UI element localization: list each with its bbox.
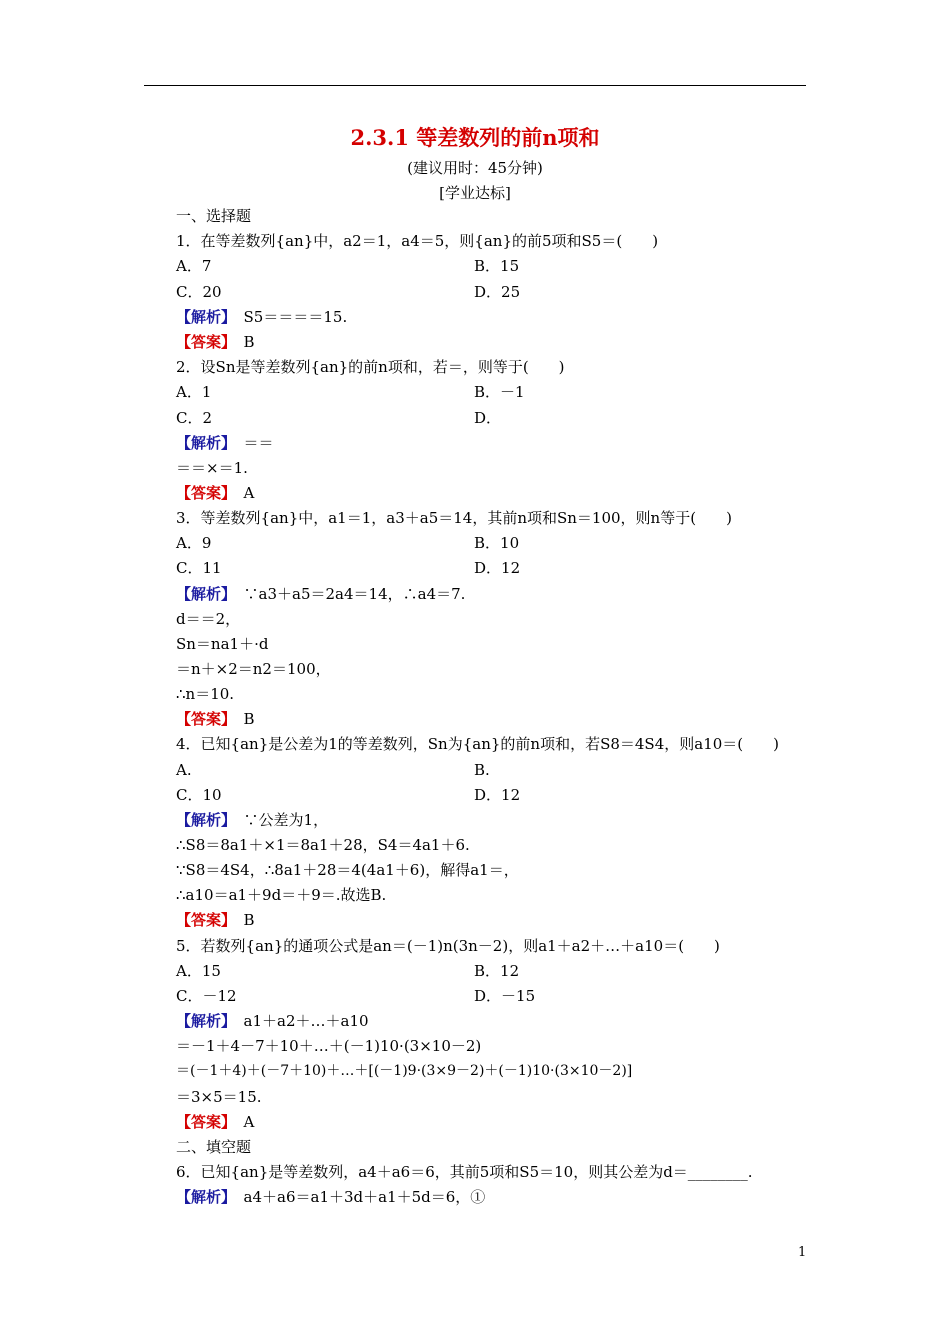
q2-analysis-line: ＝＝×＝1. — [176, 459, 248, 477]
section-label: [学业达标] — [439, 184, 511, 202]
q1-answer — [176, 332, 255, 352]
answer-text: B — [243, 710, 255, 728]
answer-tag: 【答案】 — [176, 911, 229, 929]
q2-answer — [176, 483, 254, 503]
analysis-text: ∵a3＋a5＝2a4＝14，∴a4＝7. — [243, 585, 466, 603]
q1-option-a: A．7 — [176, 257, 212, 275]
q4-option-c: C．10 — [176, 786, 222, 804]
q2-option-b: B．－1 — [474, 383, 525, 401]
q4-analysis — [176, 810, 328, 830]
analysis-text: S5＝＝＝＝15. — [243, 308, 348, 326]
q5-analysis-line: ＝(－1＋4)＋(－7＋10)＋…＋[(－1)9·(3×9－2)＋(－1)10·(3×10－2)] — [176, 1063, 633, 1079]
q1-option-c: C．20 — [176, 283, 222, 301]
part-heading: 一、选择题 — [176, 207, 252, 225]
q3-analysis-line: ∴n＝10. — [176, 685, 235, 703]
analysis-tag: 【解析】 — [176, 308, 229, 326]
q3-analysis-line: ＝n＋×2＝n2＝100， — [176, 660, 331, 678]
q1-option-d: D．25 — [474, 283, 521, 301]
q3-option-d: D．12 — [474, 559, 521, 577]
analysis-tag: 【解析】 — [176, 811, 229, 829]
q4-option-b: B. — [474, 761, 490, 779]
q1-option-b: B．15 — [474, 257, 520, 275]
q3-option-b: B．10 — [474, 534, 520, 552]
question-4-stem: 4．已知{an}是公差为1的等差数列，Sn为{an}的前n项和，若S8＝4S4，则a10＝( ) — [176, 735, 779, 753]
q4-analysis-line: ∴a10＝a1＋9d＝＋9＝.故选B. — [176, 886, 387, 904]
q5-option-c: C．－12 — [176, 987, 237, 1005]
analysis-tag: 【解析】 — [176, 434, 229, 452]
header-rule — [144, 85, 806, 86]
page-title: 2.3.1 等差数列的前n项和 — [350, 125, 600, 150]
analysis-text: ∵公差为1， — [243, 811, 329, 829]
analysis-text: ＝＝ — [243, 434, 274, 452]
answer-tag: 【答案】 — [176, 1113, 229, 1131]
q4-answer — [176, 910, 255, 930]
analysis-tag: 【解析】 — [176, 1012, 229, 1030]
q2-analysis — [176, 433, 274, 453]
answer-text: A — [243, 484, 255, 502]
analysis-tag: 【解析】 — [176, 585, 229, 603]
answer-tag: 【答案】 — [176, 710, 229, 728]
advice-time: (建议用时：45分钟) — [407, 159, 543, 177]
part-heading: 二、填空题 — [176, 1138, 252, 1156]
q4-analysis-line: ∴S8＝8a1＋×1＝8a1＋28，S4＝4a1＋6. — [176, 836, 470, 854]
question-3-stem: 3．等差数列{an}中，a1＝1，a3＋a5＝14，其前n项和Sn＝100，则n等于( ) — [176, 509, 732, 527]
q4-analysis-line: ∵S8＝4S4，∴8a1＋28＝4(4a1＋6)，解得a1＝， — [176, 861, 519, 879]
answer-tag: 【答案】 — [176, 333, 229, 351]
q5-option-d: D．－15 — [474, 987, 536, 1005]
q4-option-a: A. — [176, 761, 192, 779]
q2-option-d: D． — [474, 409, 502, 427]
q5-answer — [176, 1112, 254, 1132]
question-5-stem: 5．若数列{an}的通项公式是an＝(－1)n(3n－2)，则a1＋a2＋…＋a10＝( ) — [176, 937, 720, 955]
q3-analysis-line: Sn＝na1＋·d — [176, 635, 269, 653]
analysis-text: a4＋a6＝a1＋3d＋a1＋5d＝6，① — [243, 1188, 486, 1206]
q2-option-c: C．2 — [176, 409, 213, 427]
page-number: 1 — [798, 1245, 807, 1260]
q5-analysis-line: ＝3×5＝15. — [176, 1088, 262, 1106]
question-2-stem: 2．设Sn是等差数列{an}的前n项和，若＝，则等于( ) — [176, 358, 565, 376]
q5-option-b: B．12 — [474, 962, 520, 980]
q2-option-a: A．1 — [176, 383, 212, 401]
q3-analysis-line: d＝＝2， — [176, 610, 241, 628]
q5-analysis-line: ＝－1＋4－7＋10＋…＋(－1)10·(3×10－2) — [176, 1037, 482, 1055]
question-1-stem: 1．在等差数列{an}中，a2＝1，a4＝5，则{an}的前5项和S5＝( ) — [176, 232, 659, 250]
question-6-stem: 6．已知{an}是等差数列，a4＋a6＝6，其前5项和S5＝10，则其公差为d＝________. — [176, 1163, 753, 1181]
q6-analysis — [176, 1187, 485, 1207]
q3-analysis — [176, 584, 465, 604]
q4-option-d: D．12 — [474, 786, 521, 804]
analysis-tag: 【解析】 — [176, 1188, 229, 1206]
answer-text: A — [243, 1113, 255, 1131]
q3-answer — [176, 709, 255, 729]
answer-tag: 【答案】 — [176, 484, 229, 502]
q1-analysis — [176, 307, 347, 327]
q3-option-c: C．11 — [176, 559, 222, 577]
analysis-text: a1＋a2＋…＋a10 — [243, 1012, 369, 1030]
q5-option-a: A．15 — [176, 962, 221, 980]
q3-option-a: A．9 — [176, 534, 212, 552]
q5-analysis — [176, 1011, 369, 1031]
answer-text: B — [243, 911, 255, 929]
answer-text: B — [243, 333, 255, 351]
